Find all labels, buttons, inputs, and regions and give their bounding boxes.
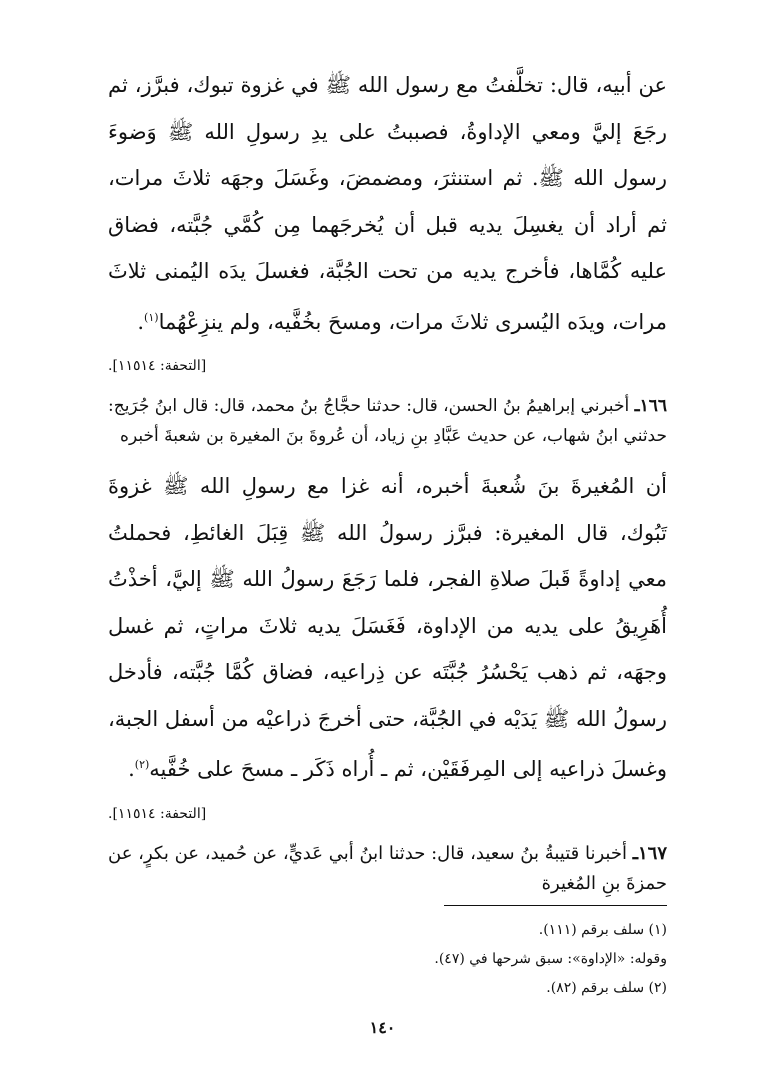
footnote-divider <box>444 905 667 906</box>
footnote-marker-1: (١) <box>144 310 159 324</box>
hadith-167-isnad <box>108 839 667 899</box>
footnote-1: (١) سلف برقم (١١١). <box>538 921 667 938</box>
hadith-166-isnad-text: أخبرني إبراهيمُ بنُ الحسن، قال: حدثنا حجَّاجُ بنُ محمد، قال: قال ابنُ جُرَيج: حدثني ابنُ شهاب، عن حديث عَبَّادِ بنِ زياد، أن عُروةَ بنَ المغيرة بن شعبةَ أخبره <box>108 396 667 446</box>
hadith-167-number: ١٦٧ـ <box>632 842 667 864</box>
hadith-165-end: . <box>137 309 145 334</box>
hadith-166-matn <box>108 463 667 793</box>
page-number: ١٤٠ <box>369 1018 396 1037</box>
footnote-1-note: وقوله: «الإداوة»: سبق شرحها في (٤٧). <box>434 950 667 967</box>
hadith-167-isnad-text: أخبرنا قتيبةُ بنُ سعيد، قال: حدثنا ابنُ أبي عَديٍّ، عن حُميد، عن بكرٍ، عن حمزةَ بنِ المُغيرة <box>108 842 667 894</box>
hadith-165-continuation <box>108 62 667 345</box>
hadith-166-number: ١٦٦ـ <box>634 396 668 416</box>
hadith-166-matn-text: أن المُغيرةَ بنَ شُعبةَ أخبره، أنه غزا مع رسولِ الله ﷺ غزوةَ تَبُوك، قال المغيرة: فبرَّز رسولُ الله ﷺ قِبَلَ الغائطِ، فحملتُ معي إداوةً قَبلَ صلاةِ الفجر، فلما رَجَعَ رسولُ الله ﷺ إليَّ، أخذْتُ أُهَرِيقُ على يديه من الإداوة، فَغَسَلَ يديه ثلاثَ مراتٍ، ثم غسل وجهَه، ثم ذهب يَحْسُرُ جُبَّتَه عن ذِراعيه، فضاق كُمَّا جُبَّته، فأدخل رسولُ الله ﷺ يَدَيْه في الجُبَّة، حتى أخرجَ ذراعيْه من أسفل الجبة، وغسلَ ذراعيه إلى المِرفَقَيْن، ثم ـ أُراه ذَكَر ـ مسحَ على خُفَّيه <box>108 474 667 781</box>
footnote-marker-2: (٢) <box>134 758 150 771</box>
hadith-165-text: عن أبيه، قال: تخلَّفتُ مع رسول الله ﷺ في غزوة تبوك، فبرَّز، ثم رجَعَ إليَّ ومعي الإداوةُ، فصببتُ على يدِ رسولِ الله ﷺ وَضوءَ رسول الله ﷺ. ثم استنثرَ، ومضمضَ، وغَسَلَ وجهَه ثلاثَ مرات، ثم أراد أن يغسِلَ يديه قبل أن يُخرجَهما مِن كُمَّي جُبَّته، فضاق عليه كُمَّاها، فأخرج يديه من تحت الجُبَّة، فغسلَ يدَه اليُمنى ثلاثَ مرات، ويدَه اليُسرى ثلاثَ مرات، ومسحَ بخُفَّيه، ولم ينزِعْهُما <box>108 73 667 334</box>
footnote-2: (٢) سلف برقم (٨٢). <box>546 979 667 996</box>
tuhfa-reference-1: [التحفة: ١١٥١٤]. <box>108 358 207 374</box>
hadith-166-isnad <box>108 391 667 451</box>
tuhfa-reference-2: [التحفة: ١١٥١٤]. <box>108 805 207 822</box>
hadith-166-end: . <box>128 757 135 781</box>
